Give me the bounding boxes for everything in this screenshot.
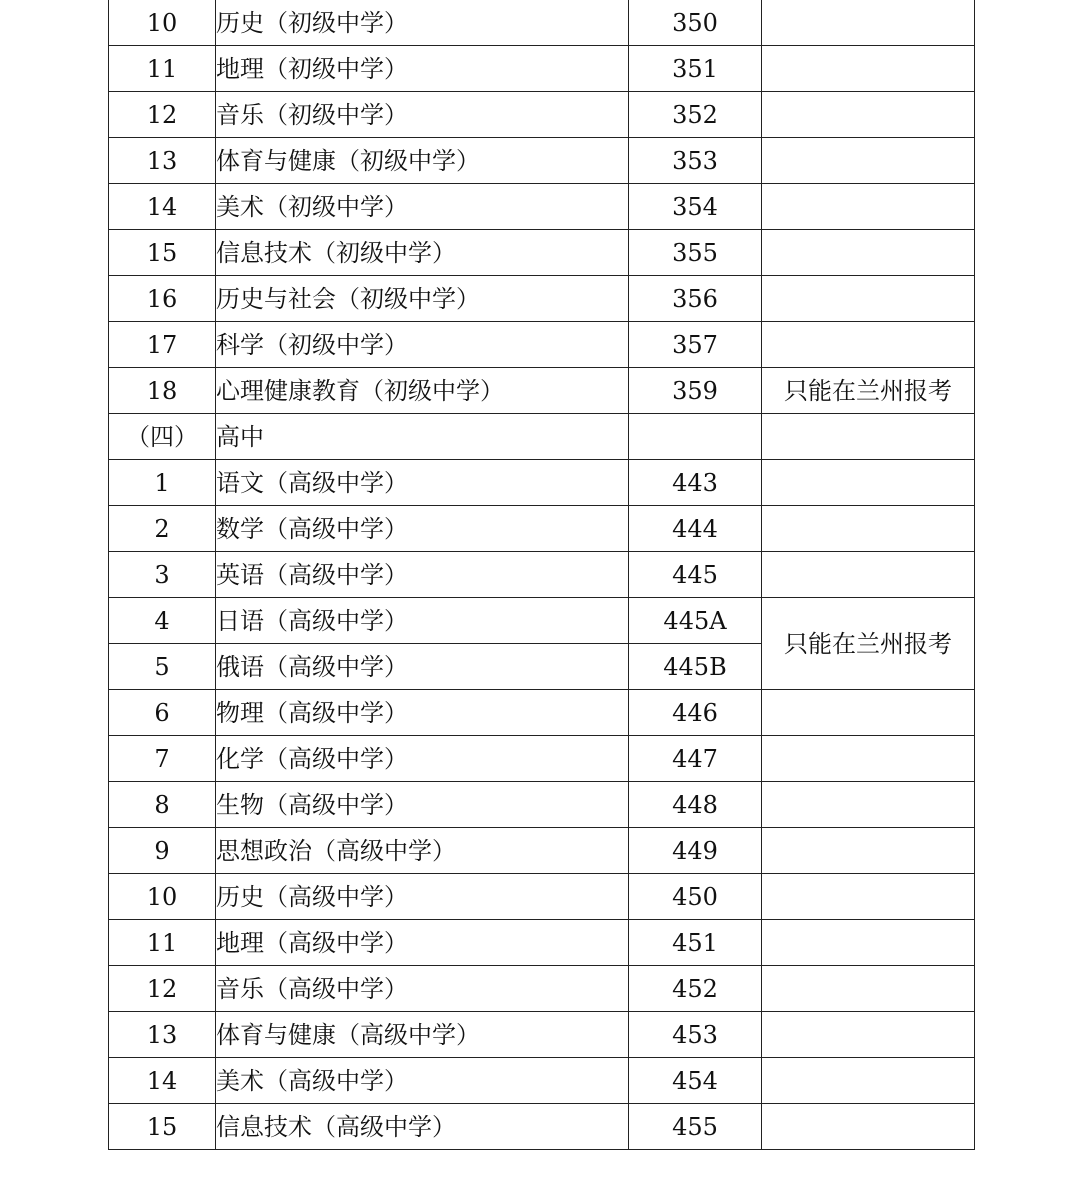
row-number: 12 [109,966,216,1012]
remark [762,322,975,368]
subject-code: 351 [629,46,762,92]
subject-code: 445A [629,598,762,644]
table-row [109,92,975,138]
row-number: 7 [109,736,216,782]
subject-code: 445 [629,552,762,598]
table-row [109,1012,975,1058]
table-row [109,184,975,230]
subject-name: 音乐（高级中学） [216,966,629,1012]
subject-code: 356 [629,276,762,322]
subject-code: 448 [629,782,762,828]
subjects-table [108,0,975,1150]
subject-name: 英语（高级中学） [216,552,629,598]
subject-code: 449 [629,828,762,874]
subject-name: 地理（初级中学） [216,46,629,92]
remark [762,460,975,506]
subject-name: 美术（高级中学） [216,1058,629,1104]
remark [762,1104,975,1150]
table-row [109,1058,975,1104]
remark [762,1058,975,1104]
subject-code: 357 [629,322,762,368]
subject-code: 447 [629,736,762,782]
row-number: 13 [109,1012,216,1058]
table-row [109,460,975,506]
section-title: 高中 [216,414,629,460]
subject-name: 数学（高级中学） [216,506,629,552]
row-number: 5 [109,644,216,690]
subject-name: 日语（高级中学） [216,598,629,644]
row-number: 8 [109,782,216,828]
remark [762,506,975,552]
remark [762,552,975,598]
remark [762,138,975,184]
table-row [109,1104,975,1150]
table-row [109,874,975,920]
row-number: 14 [109,1058,216,1104]
subject-name: 心理健康教育（初级中学） [216,368,629,414]
table-row [109,828,975,874]
row-number: 1 [109,460,216,506]
subject-code: 453 [629,1012,762,1058]
subject-code: 350 [629,0,762,46]
table-row [109,736,975,782]
subject-name: 音乐（初级中学） [216,92,629,138]
subject-name: 信息技术（初级中学） [216,230,629,276]
subject-code: 353 [629,138,762,184]
row-number: 10 [109,0,216,46]
row-number: 3 [109,552,216,598]
remark [762,874,975,920]
remark [762,184,975,230]
row-number: 15 [109,1104,216,1150]
table-row [109,46,975,92]
subject-code: 446 [629,690,762,736]
subject-name: 历史（高级中学） [216,874,629,920]
subject-name: 科学（初级中学） [216,322,629,368]
row-number: 11 [109,920,216,966]
subject-name: 物理（高级中学） [216,690,629,736]
subject-name: 美术（初级中学） [216,184,629,230]
subject-name: 历史（初级中学） [216,0,629,46]
table-row [109,920,975,966]
remark [762,46,975,92]
subject-code: 352 [629,92,762,138]
row-number: 18 [109,368,216,414]
table-row [109,966,975,1012]
subject-code: 450 [629,874,762,920]
section-number: （四） [109,414,216,460]
row-number: 11 [109,46,216,92]
subject-name: 化学（高级中学） [216,736,629,782]
table-row [109,230,975,276]
remark: 只能在兰州报考 [762,598,975,690]
row-number: 15 [109,230,216,276]
subject-code: 454 [629,1058,762,1104]
table-row [109,0,975,46]
row-number: 2 [109,506,216,552]
subject-code [629,414,762,460]
subject-code: 359 [629,368,762,414]
row-number: 9 [109,828,216,874]
remark [762,828,975,874]
row-number: 17 [109,322,216,368]
remark [762,230,975,276]
row-number: 14 [109,184,216,230]
subject-code: 445B [629,644,762,690]
subject-code: 455 [629,1104,762,1150]
subject-code: 452 [629,966,762,1012]
table-row [109,368,975,414]
subject-name: 体育与健康（高级中学） [216,1012,629,1058]
row-number: 6 [109,690,216,736]
subject-name: 俄语（高级中学） [216,644,629,690]
row-number: 10 [109,874,216,920]
remark [762,690,975,736]
subject-name: 体育与健康（初级中学） [216,138,629,184]
table-row [109,276,975,322]
remark [762,1012,975,1058]
subject-name: 思想政治（高级中学） [216,828,629,874]
subject-name: 语文（高级中学） [216,460,629,506]
row-number: 13 [109,138,216,184]
remark: 只能在兰州报考 [762,368,975,414]
subject-code: 443 [629,460,762,506]
row-number: 4 [109,598,216,644]
row-number: 16 [109,276,216,322]
remark [762,920,975,966]
table-row [109,782,975,828]
remark [762,0,975,46]
table-row [109,506,975,552]
remark [762,414,975,460]
table-row [109,322,975,368]
subject-name: 历史与社会（初级中学） [216,276,629,322]
table-row [109,598,975,644]
subject-code: 355 [629,230,762,276]
remark [762,736,975,782]
table-row [109,138,975,184]
table-row [109,552,975,598]
remark [762,276,975,322]
table-row [109,690,975,736]
row-number: 12 [109,92,216,138]
subject-name: 生物（高级中学） [216,782,629,828]
remark [762,782,975,828]
subject-name: 地理（高级中学） [216,920,629,966]
section-header-row [109,414,975,460]
subject-code: 354 [629,184,762,230]
subject-name: 信息技术（高级中学） [216,1104,629,1150]
subject-code: 444 [629,506,762,552]
remark [762,966,975,1012]
subject-code: 451 [629,920,762,966]
remark [762,92,975,138]
